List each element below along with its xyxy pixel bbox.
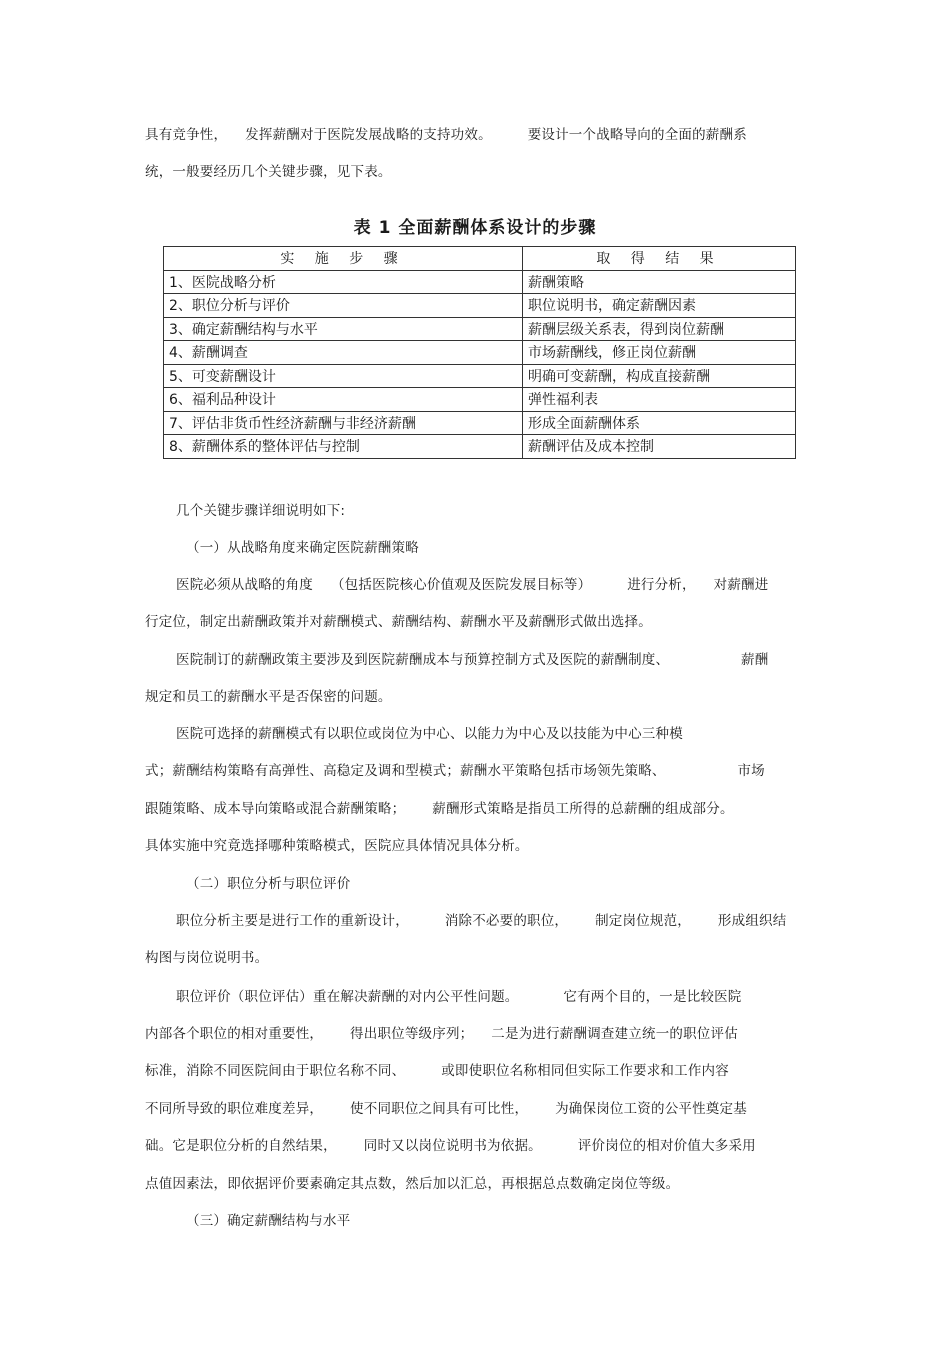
section-heading-2: （二）职位分析与职位评价 [186,876,351,892]
step-cell: 3、确定薪酬结构与水平 [164,317,523,341]
body-line: 规定和员工的薪酬水平是否保密的问题。 [145,689,392,705]
body-line: 构图与岗位说明书。 [145,950,269,966]
result-cell: 弹性福利表 [523,388,796,412]
body-line: 具体实施中究竟选择哪种策略模式，医院应具体情况具体分析。 [145,838,529,854]
step-cell: 6、福利品种设计 [164,388,523,412]
body-line: 内部各个职位的相对重要性， 得出职位等级序列； 二是为进行薪酬调查建立统一的职位评估 [145,1026,738,1042]
table-row [164,435,796,459]
step-cell: 4、薪酬调查 [164,341,523,365]
body-line: 行定位，制定出薪酬政策并对薪酬模式、薪酬结构、薪酬水平及薪酬形式做出选择。 [145,614,652,630]
body-line: 点值因素法，即依据评价要素确定其点数，然后加以汇总，再根据总点数确定岗位等级。 [145,1176,680,1192]
table-row [164,317,796,341]
body-line: 础。它是职位分析的自然结果， 同时又以岗位说明书为依据。 评价岗位的相对价值大多采用 [145,1138,756,1154]
steps-table [163,246,796,459]
table-row [164,411,796,435]
section-heading-3: （三）确定薪酬结构与水平 [186,1213,351,1229]
body-line: 标准，消除不同医院间由于职位名称不同、 或即使职位名称相同但实际工作要求和工作内容 [145,1063,729,1079]
step-cell: 1、医院战略分析 [164,270,523,294]
body-line: 职位分析主要是进行工作的重新设计， 消除不必要的职位， 制定岗位规范， 形成组织结 [176,913,787,929]
result-cell: 薪酬策略 [523,270,796,294]
table-row [164,294,796,318]
result-cell: 职位说明书，确定薪酬因素 [523,294,796,318]
body-line: 医院制订的薪酬政策主要涉及到医院薪酬成本与预算控制方式及医院的薪酬制度、 薪酬 [176,652,769,668]
step-cell: 5、可变薪酬设计 [164,364,523,388]
intro-line-1: 具有竞争性， 发挥薪酬对于医院发展战略的支持功效。 要设计一个战略导向的全面的薪酬系 [145,127,747,143]
body-line: 式；薪酬结构策略有高弹性、高稳定及调和型模式；薪酬水平策略包括市场领先策略、 市场 [145,763,765,779]
body-line: 不同所导致的职位难度差异， 使不同职位之间具有可比性， 为确保岗位工资的公平性奠定基 [145,1101,747,1117]
section-heading-1: （一）从战略角度来确定医院薪酬策略 [186,540,419,556]
step-cell: 8、薪酬体系的整体评估与控制 [164,435,523,459]
table-row [164,341,796,365]
header-results: 取 得 结 果 [523,247,796,271]
result-cell: 薪酬评估及成本控制 [523,435,796,459]
body-line: 几个关键步骤详细说明如下: [176,503,346,519]
body-line: 医院必须从战略的角度 （包括医院核心价值观及医院发展目标等） 进行分析， 对薪酬进 [176,577,769,593]
body-line: 医院可选择的薪酬模式有以职位或岗位为中心、以能力为中心及以技能为中心三种模 [176,726,683,742]
body-line: 跟随策略、成本导向策略或混合薪酬策略； 薪酬形式策略是指员工所得的总薪酬的组成部分。 [145,801,734,817]
intro-line-2: 统，一般要经历几个关键步骤，见下表。 [145,164,392,180]
table-row [164,388,796,412]
result-cell: 市场薪酬线，修正岗位薪酬 [523,341,796,365]
table-header-row [164,247,796,271]
table-row [164,364,796,388]
result-cell: 形成全面薪酬体系 [523,411,796,435]
step-cell: 2、职位分析与评价 [164,294,523,318]
result-cell: 薪酬层级关系表，得到岗位薪酬 [523,317,796,341]
body-line: 职位评价（职位评估）重在解决薪酬的对内公平性问题。 它有两个目的，一是比较医院 [176,989,742,1005]
result-cell: 明确可变薪酬，构成直接薪酬 [523,364,796,388]
table-title: 表 1 全面薪酬体系设计的步骤 [353,218,597,238]
step-cell: 7、评估非货币性经济薪酬与非经济薪酬 [164,411,523,435]
header-steps: 实 施 步 骤 [164,247,523,271]
table-row [164,270,796,294]
